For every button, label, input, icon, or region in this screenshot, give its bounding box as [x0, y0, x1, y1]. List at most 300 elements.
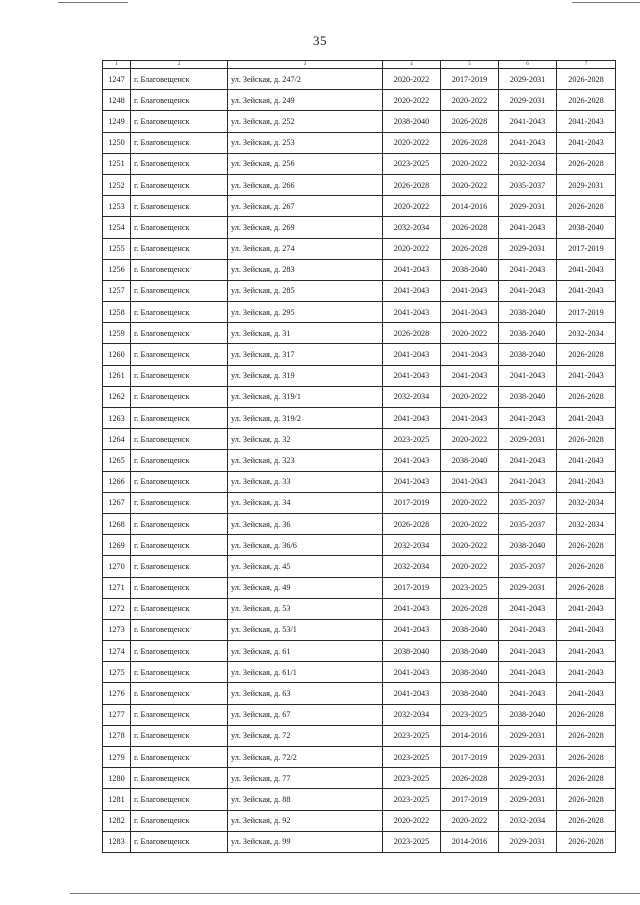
city-cell: г. Благовещенск — [131, 365, 228, 386]
address-cell: ул. Зейская, д. 33 — [228, 471, 383, 492]
address-cell: ул. Зейская, д. 269 — [228, 217, 383, 238]
period-cell: 2041-2043 — [557, 111, 616, 132]
column-number: 7 — [557, 61, 616, 69]
table-row — [103, 153, 616, 174]
row-number-cell: 1258 — [103, 302, 131, 323]
table-row — [103, 280, 616, 301]
address-cell: ул. Зейская, д. 45 — [228, 556, 383, 577]
period-cell: 2038-2040 — [499, 344, 557, 365]
address-cell: ул. Зейская, д. 323 — [228, 450, 383, 471]
period-cell: 2041-2043 — [499, 598, 557, 619]
row-number-cell: 1268 — [103, 513, 131, 534]
period-cell: 2026-2028 — [383, 174, 441, 195]
period-cell: 2041-2043 — [383, 408, 441, 429]
period-cell: 2020-2022 — [383, 238, 441, 259]
period-cell: 2038-2040 — [441, 259, 499, 280]
period-cell: 2032-2034 — [557, 492, 616, 513]
period-cell: 2041-2043 — [499, 471, 557, 492]
row-number-cell: 1283 — [103, 831, 131, 852]
period-cell: 2020-2022 — [441, 810, 499, 831]
period-cell: 2038-2040 — [499, 704, 557, 725]
period-cell: 2020-2022 — [383, 132, 441, 153]
period-cell: 2041-2043 — [557, 641, 616, 662]
period-cell: 2026-2028 — [441, 111, 499, 132]
period-cell: 2023-2025 — [383, 831, 441, 852]
table-row — [103, 132, 616, 153]
period-cell: 2041-2043 — [499, 259, 557, 280]
period-cell: 2017-2019 — [441, 747, 499, 768]
period-cell: 2038-2040 — [441, 683, 499, 704]
period-cell: 2023-2025 — [383, 153, 441, 174]
row-number-cell: 1272 — [103, 598, 131, 619]
row-number-cell: 1267 — [103, 492, 131, 513]
period-cell: 2017-2019 — [441, 789, 499, 810]
period-cell: 2026-2028 — [383, 513, 441, 534]
table-row — [103, 174, 616, 195]
table-row — [103, 641, 616, 662]
period-cell: 2026-2028 — [441, 768, 499, 789]
period-cell: 2029-2031 — [499, 90, 557, 111]
period-cell: 2023-2025 — [383, 747, 441, 768]
address-cell: ул. Зейская, д. 256 — [228, 153, 383, 174]
address-cell: ул. Зейская, д. 77 — [228, 768, 383, 789]
column-number: 5 — [441, 61, 499, 69]
period-cell: 2026-2028 — [557, 810, 616, 831]
period-cell: 2017-2019 — [383, 492, 441, 513]
address-cell: ул. Зейская, д. 61/1 — [228, 662, 383, 683]
period-cell: 2026-2028 — [441, 598, 499, 619]
city-cell: г. Благовещенск — [131, 238, 228, 259]
table-row — [103, 789, 616, 810]
address-cell: ул. Зейская, д. 92 — [228, 810, 383, 831]
period-cell: 2026-2028 — [557, 535, 616, 556]
table-row — [103, 662, 616, 683]
table-row — [103, 196, 616, 217]
address-cell: ул. Зейская, д. 63 — [228, 683, 383, 704]
period-cell: 2029-2031 — [499, 238, 557, 259]
period-cell: 2041-2043 — [441, 344, 499, 365]
address-cell: ул. Зейская, д. 67 — [228, 704, 383, 725]
column-number: 6 — [499, 61, 557, 69]
period-cell: 2041-2043 — [383, 280, 441, 301]
period-cell: 2029-2031 — [499, 69, 557, 90]
row-number-cell: 1264 — [103, 429, 131, 450]
period-cell: 2041-2043 — [557, 662, 616, 683]
period-cell: 2029-2031 — [499, 768, 557, 789]
city-cell: г. Благовещенск — [131, 344, 228, 365]
city-cell: г. Благовещенск — [131, 302, 228, 323]
row-number-cell: 1275 — [103, 662, 131, 683]
period-cell: 2041-2043 — [499, 280, 557, 301]
period-cell: 2041-2043 — [557, 598, 616, 619]
top-edge-line-right — [572, 2, 640, 3]
period-cell: 2026-2028 — [441, 132, 499, 153]
period-cell: 2038-2040 — [383, 111, 441, 132]
period-cell: 2023-2025 — [441, 577, 499, 598]
row-number-cell: 1262 — [103, 386, 131, 407]
period-cell: 2038-2040 — [383, 641, 441, 662]
period-cell: 2041-2043 — [499, 111, 557, 132]
period-cell: 2017-2019 — [557, 302, 616, 323]
table-row — [103, 323, 616, 344]
period-cell: 2041-2043 — [383, 619, 441, 640]
period-cell: 2041-2043 — [557, 408, 616, 429]
period-cell: 2026-2028 — [557, 196, 616, 217]
period-cell: 2038-2040 — [441, 619, 499, 640]
period-cell: 2038-2040 — [557, 217, 616, 238]
period-cell: 2041-2043 — [383, 302, 441, 323]
row-number-cell: 1261 — [103, 365, 131, 386]
period-cell: 2029-2031 — [499, 789, 557, 810]
table-row — [103, 556, 616, 577]
row-number-cell: 1253 — [103, 196, 131, 217]
period-cell: 2041-2043 — [441, 408, 499, 429]
period-cell: 2020-2022 — [441, 556, 499, 577]
period-cell: 2026-2028 — [441, 238, 499, 259]
address-cell: ул. Зейская, д. 36 — [228, 513, 383, 534]
city-cell: г. Благовещенск — [131, 429, 228, 450]
table-row — [103, 747, 616, 768]
period-cell: 2041-2043 — [557, 619, 616, 640]
table-row — [103, 704, 616, 725]
period-cell: 2032-2034 — [557, 513, 616, 534]
period-cell: 2038-2040 — [499, 386, 557, 407]
table-row — [103, 69, 616, 90]
period-cell: 2032-2034 — [383, 535, 441, 556]
period-cell: 2041-2043 — [383, 450, 441, 471]
city-cell: г. Благовещенск — [131, 683, 228, 704]
address-cell: ул. Зейская, д. 253 — [228, 132, 383, 153]
table-row — [103, 302, 616, 323]
table-row — [103, 90, 616, 111]
period-cell: 2026-2028 — [441, 217, 499, 238]
city-cell: г. Благовещенск — [131, 471, 228, 492]
row-number-cell: 1279 — [103, 747, 131, 768]
table-row — [103, 450, 616, 471]
row-number-cell: 1266 — [103, 471, 131, 492]
row-number-cell: 1274 — [103, 641, 131, 662]
period-cell: 2038-2040 — [441, 641, 499, 662]
row-number-cell: 1257 — [103, 280, 131, 301]
period-cell: 2041-2043 — [557, 259, 616, 280]
table-row — [103, 408, 616, 429]
city-cell: г. Благовещенск — [131, 174, 228, 195]
period-cell: 2026-2028 — [557, 556, 616, 577]
column-number: 1 — [103, 61, 131, 69]
period-cell: 2032-2034 — [557, 323, 616, 344]
city-cell: г. Благовещенск — [131, 556, 228, 577]
address-cell: ул. Зейская, д. 319/2 — [228, 408, 383, 429]
table-row — [103, 492, 616, 513]
row-number-cell: 1256 — [103, 259, 131, 280]
table-row — [103, 344, 616, 365]
address-cell: ул. Зейская, д. 31 — [228, 323, 383, 344]
period-cell: 2032-2034 — [383, 704, 441, 725]
address-cell: ул. Зейская, д. 266 — [228, 174, 383, 195]
period-cell: 2035-2037 — [499, 556, 557, 577]
period-cell: 2038-2040 — [441, 450, 499, 471]
row-number-cell: 1276 — [103, 683, 131, 704]
period-cell: 2029-2031 — [499, 577, 557, 598]
address-cell: ул. Зейская, д. 72 — [228, 725, 383, 746]
row-number-cell: 1282 — [103, 810, 131, 831]
period-cell: 2026-2028 — [557, 789, 616, 810]
table-row — [103, 386, 616, 407]
table-row — [103, 365, 616, 386]
period-cell: 2032-2034 — [383, 217, 441, 238]
address-cell: ул. Зейская, д. 249 — [228, 90, 383, 111]
period-cell: 2038-2040 — [441, 662, 499, 683]
period-cell: 2017-2019 — [441, 69, 499, 90]
address-cell: ул. Зейская, д. 72/2 — [228, 747, 383, 768]
row-number-cell: 1263 — [103, 408, 131, 429]
period-cell: 2035-2037 — [499, 492, 557, 513]
top-edge-line-left — [58, 2, 128, 3]
period-cell: 2041-2043 — [499, 662, 557, 683]
table-row — [103, 810, 616, 831]
city-cell: г. Благовещенск — [131, 704, 228, 725]
row-number-cell: 1259 — [103, 323, 131, 344]
city-cell: г. Благовещенск — [131, 789, 228, 810]
period-cell: 2020-2022 — [441, 535, 499, 556]
address-cell: ул. Зейская, д. 34 — [228, 492, 383, 513]
period-cell: 2041-2043 — [499, 217, 557, 238]
address-cell: ул. Зейская, д. 283 — [228, 259, 383, 280]
period-cell: 2041-2043 — [499, 641, 557, 662]
period-cell: 2032-2034 — [383, 386, 441, 407]
period-cell: 2023-2025 — [383, 725, 441, 746]
period-cell: 2023-2025 — [383, 429, 441, 450]
period-cell: 2041-2043 — [383, 259, 441, 280]
city-cell: г. Благовещенск — [131, 196, 228, 217]
table-row — [103, 683, 616, 704]
period-cell: 2017-2019 — [557, 238, 616, 259]
period-cell: 2026-2028 — [557, 747, 616, 768]
table-row — [103, 238, 616, 259]
city-cell: г. Благовещенск — [131, 598, 228, 619]
city-cell: г. Благовещенск — [131, 535, 228, 556]
period-cell: 2041-2043 — [499, 365, 557, 386]
address-cell: ул. Зейская, д. 32 — [228, 429, 383, 450]
address-cell: ул. Зейская, д. 295 — [228, 302, 383, 323]
period-cell: 2014-2016 — [441, 196, 499, 217]
city-cell: г. Благовещенск — [131, 323, 228, 344]
table-row — [103, 429, 616, 450]
city-cell: г. Благовещенск — [131, 725, 228, 746]
city-cell: г. Благовещенск — [131, 386, 228, 407]
table-row — [103, 577, 616, 598]
address-cell: ул. Зейская, д. 61 — [228, 641, 383, 662]
column-number: 4 — [383, 61, 441, 69]
address-cell: ул. Зейская, д. 247/2 — [228, 69, 383, 90]
table-row — [103, 725, 616, 746]
period-cell: 2041-2043 — [383, 662, 441, 683]
city-cell: г. Благовещенск — [131, 280, 228, 301]
period-cell: 2014-2016 — [441, 831, 499, 852]
period-cell: 2017-2019 — [383, 577, 441, 598]
table-row — [103, 619, 616, 640]
city-cell: г. Благовещенск — [131, 90, 228, 111]
table-row — [103, 471, 616, 492]
period-cell: 2041-2043 — [499, 132, 557, 153]
city-cell: г. Благовещенск — [131, 492, 228, 513]
row-number-cell: 1254 — [103, 217, 131, 238]
table-row — [103, 513, 616, 534]
period-cell: 2020-2022 — [441, 90, 499, 111]
address-cell: ул. Зейская, д. 53 — [228, 598, 383, 619]
table-row — [103, 535, 616, 556]
column-number-row — [103, 61, 616, 69]
period-cell: 2029-2031 — [499, 831, 557, 852]
period-cell: 2023-2025 — [441, 704, 499, 725]
period-cell: 2020-2022 — [383, 810, 441, 831]
period-cell: 2020-2022 — [441, 386, 499, 407]
row-number-cell: 1250 — [103, 132, 131, 153]
period-cell: 2020-2022 — [383, 196, 441, 217]
row-number-cell: 1280 — [103, 768, 131, 789]
row-number-cell: 1265 — [103, 450, 131, 471]
row-number-cell: 1281 — [103, 789, 131, 810]
period-cell: 2041-2043 — [383, 683, 441, 704]
period-cell: 2029-2031 — [499, 725, 557, 746]
period-cell: 2020-2022 — [441, 153, 499, 174]
city-cell: г. Благовещенск — [131, 259, 228, 280]
row-number-cell: 1251 — [103, 153, 131, 174]
period-cell: 2041-2043 — [383, 598, 441, 619]
period-cell: 2041-2043 — [557, 683, 616, 704]
city-cell: г. Благовещенск — [131, 768, 228, 789]
period-cell: 2026-2028 — [557, 429, 616, 450]
city-cell: г. Благовещенск — [131, 217, 228, 238]
period-cell: 2026-2028 — [557, 344, 616, 365]
address-cell: ул. Зейская, д. 285 — [228, 280, 383, 301]
period-cell: 2026-2028 — [557, 386, 616, 407]
row-number-cell: 1248 — [103, 90, 131, 111]
register-table — [102, 60, 616, 853]
period-cell: 2026-2028 — [557, 577, 616, 598]
address-cell: ул. Зейская, д. 99 — [228, 831, 383, 852]
city-cell: г. Благовещенск — [131, 577, 228, 598]
table-row — [103, 111, 616, 132]
table-row — [103, 831, 616, 852]
period-cell: 2026-2028 — [557, 725, 616, 746]
city-cell: г. Благовещенск — [131, 408, 228, 429]
period-cell: 2038-2040 — [499, 302, 557, 323]
period-cell: 2032-2034 — [499, 153, 557, 174]
period-cell: 2026-2028 — [557, 831, 616, 852]
address-cell: ул. Зейская, д. 49 — [228, 577, 383, 598]
period-cell: 2038-2040 — [499, 323, 557, 344]
table-row — [103, 598, 616, 619]
city-cell: г. Благовещенск — [131, 747, 228, 768]
row-number-cell: 1270 — [103, 556, 131, 577]
period-cell: 2041-2043 — [557, 280, 616, 301]
period-cell: 2032-2034 — [383, 556, 441, 577]
period-cell: 2020-2022 — [383, 69, 441, 90]
period-cell: 2041-2043 — [499, 683, 557, 704]
city-cell: г. Благовещенск — [131, 153, 228, 174]
period-cell: 2026-2028 — [557, 704, 616, 725]
address-cell: ул. Зейская, д. 88 — [228, 789, 383, 810]
period-cell: 2032-2034 — [499, 810, 557, 831]
period-cell: 2041-2043 — [383, 471, 441, 492]
row-number-cell: 1269 — [103, 535, 131, 556]
address-cell: ул. Зейская, д. 274 — [228, 238, 383, 259]
period-cell: 2041-2043 — [557, 471, 616, 492]
address-cell: ул. Зейская, д. 319/1 — [228, 386, 383, 407]
period-cell: 2041-2043 — [499, 619, 557, 640]
address-cell: ул. Зейская, д. 36/6 — [228, 535, 383, 556]
page-number: 35 — [313, 33, 327, 48]
row-number-cell: 1271 — [103, 577, 131, 598]
period-cell: 2029-2031 — [557, 174, 616, 195]
table-row — [103, 768, 616, 789]
row-number-cell: 1249 — [103, 111, 131, 132]
city-cell: г. Благовещенск — [131, 513, 228, 534]
bottom-edge-line — [70, 893, 640, 894]
period-cell: 2020-2022 — [383, 90, 441, 111]
city-cell: г. Благовещенск — [131, 641, 228, 662]
period-cell: 2041-2043 — [499, 408, 557, 429]
address-cell: ул. Зейская, д. 319 — [228, 365, 383, 386]
period-cell: 2014-2016 — [441, 725, 499, 746]
period-cell: 2038-2040 — [499, 535, 557, 556]
city-cell: г. Благовещенск — [131, 619, 228, 640]
period-cell: 2020-2022 — [441, 429, 499, 450]
city-cell: г. Благовещенск — [131, 450, 228, 471]
period-cell: 2041-2043 — [441, 365, 499, 386]
period-cell: 2041-2043 — [557, 132, 616, 153]
period-cell: 2020-2022 — [441, 492, 499, 513]
city-cell: г. Благовещенск — [131, 132, 228, 153]
period-cell: 2020-2022 — [441, 323, 499, 344]
city-cell: г. Благовещенск — [131, 831, 228, 852]
row-number-cell: 1260 — [103, 344, 131, 365]
address-cell: ул. Зейская, д. 317 — [228, 344, 383, 365]
row-number-cell: 1252 — [103, 174, 131, 195]
period-cell: 2026-2028 — [557, 153, 616, 174]
table-row — [103, 217, 616, 238]
city-cell: г. Благовещенск — [131, 662, 228, 683]
row-number-cell: 1277 — [103, 704, 131, 725]
period-cell: 2026-2028 — [557, 90, 616, 111]
address-cell: ул. Зейская, д. 53/1 — [228, 619, 383, 640]
city-cell: г. Благовещенск — [131, 810, 228, 831]
period-cell: 2029-2031 — [499, 196, 557, 217]
city-cell: г. Благовещенск — [131, 69, 228, 90]
period-cell: 2026-2028 — [557, 768, 616, 789]
table-row — [103, 259, 616, 280]
period-cell: 2041-2043 — [441, 471, 499, 492]
row-number-cell: 1273 — [103, 619, 131, 640]
address-cell: ул. Зейская, д. 267 — [228, 196, 383, 217]
period-cell: 2041-2043 — [441, 302, 499, 323]
city-cell: г. Благовещенск — [131, 111, 228, 132]
row-number-cell: 1278 — [103, 725, 131, 746]
period-cell: 2041-2043 — [557, 450, 616, 471]
period-cell: 2029-2031 — [499, 429, 557, 450]
period-cell: 2026-2028 — [383, 323, 441, 344]
period-cell: 2035-2037 — [499, 174, 557, 195]
column-number: 3 — [228, 61, 383, 69]
period-cell: 2041-2043 — [499, 450, 557, 471]
address-cell: ул. Зейская, д. 252 — [228, 111, 383, 132]
period-cell: 2041-2043 — [383, 365, 441, 386]
column-number: 2 — [131, 61, 228, 69]
period-cell: 2041-2043 — [557, 365, 616, 386]
period-cell: 2041-2043 — [441, 280, 499, 301]
period-cell: 2020-2022 — [441, 513, 499, 534]
